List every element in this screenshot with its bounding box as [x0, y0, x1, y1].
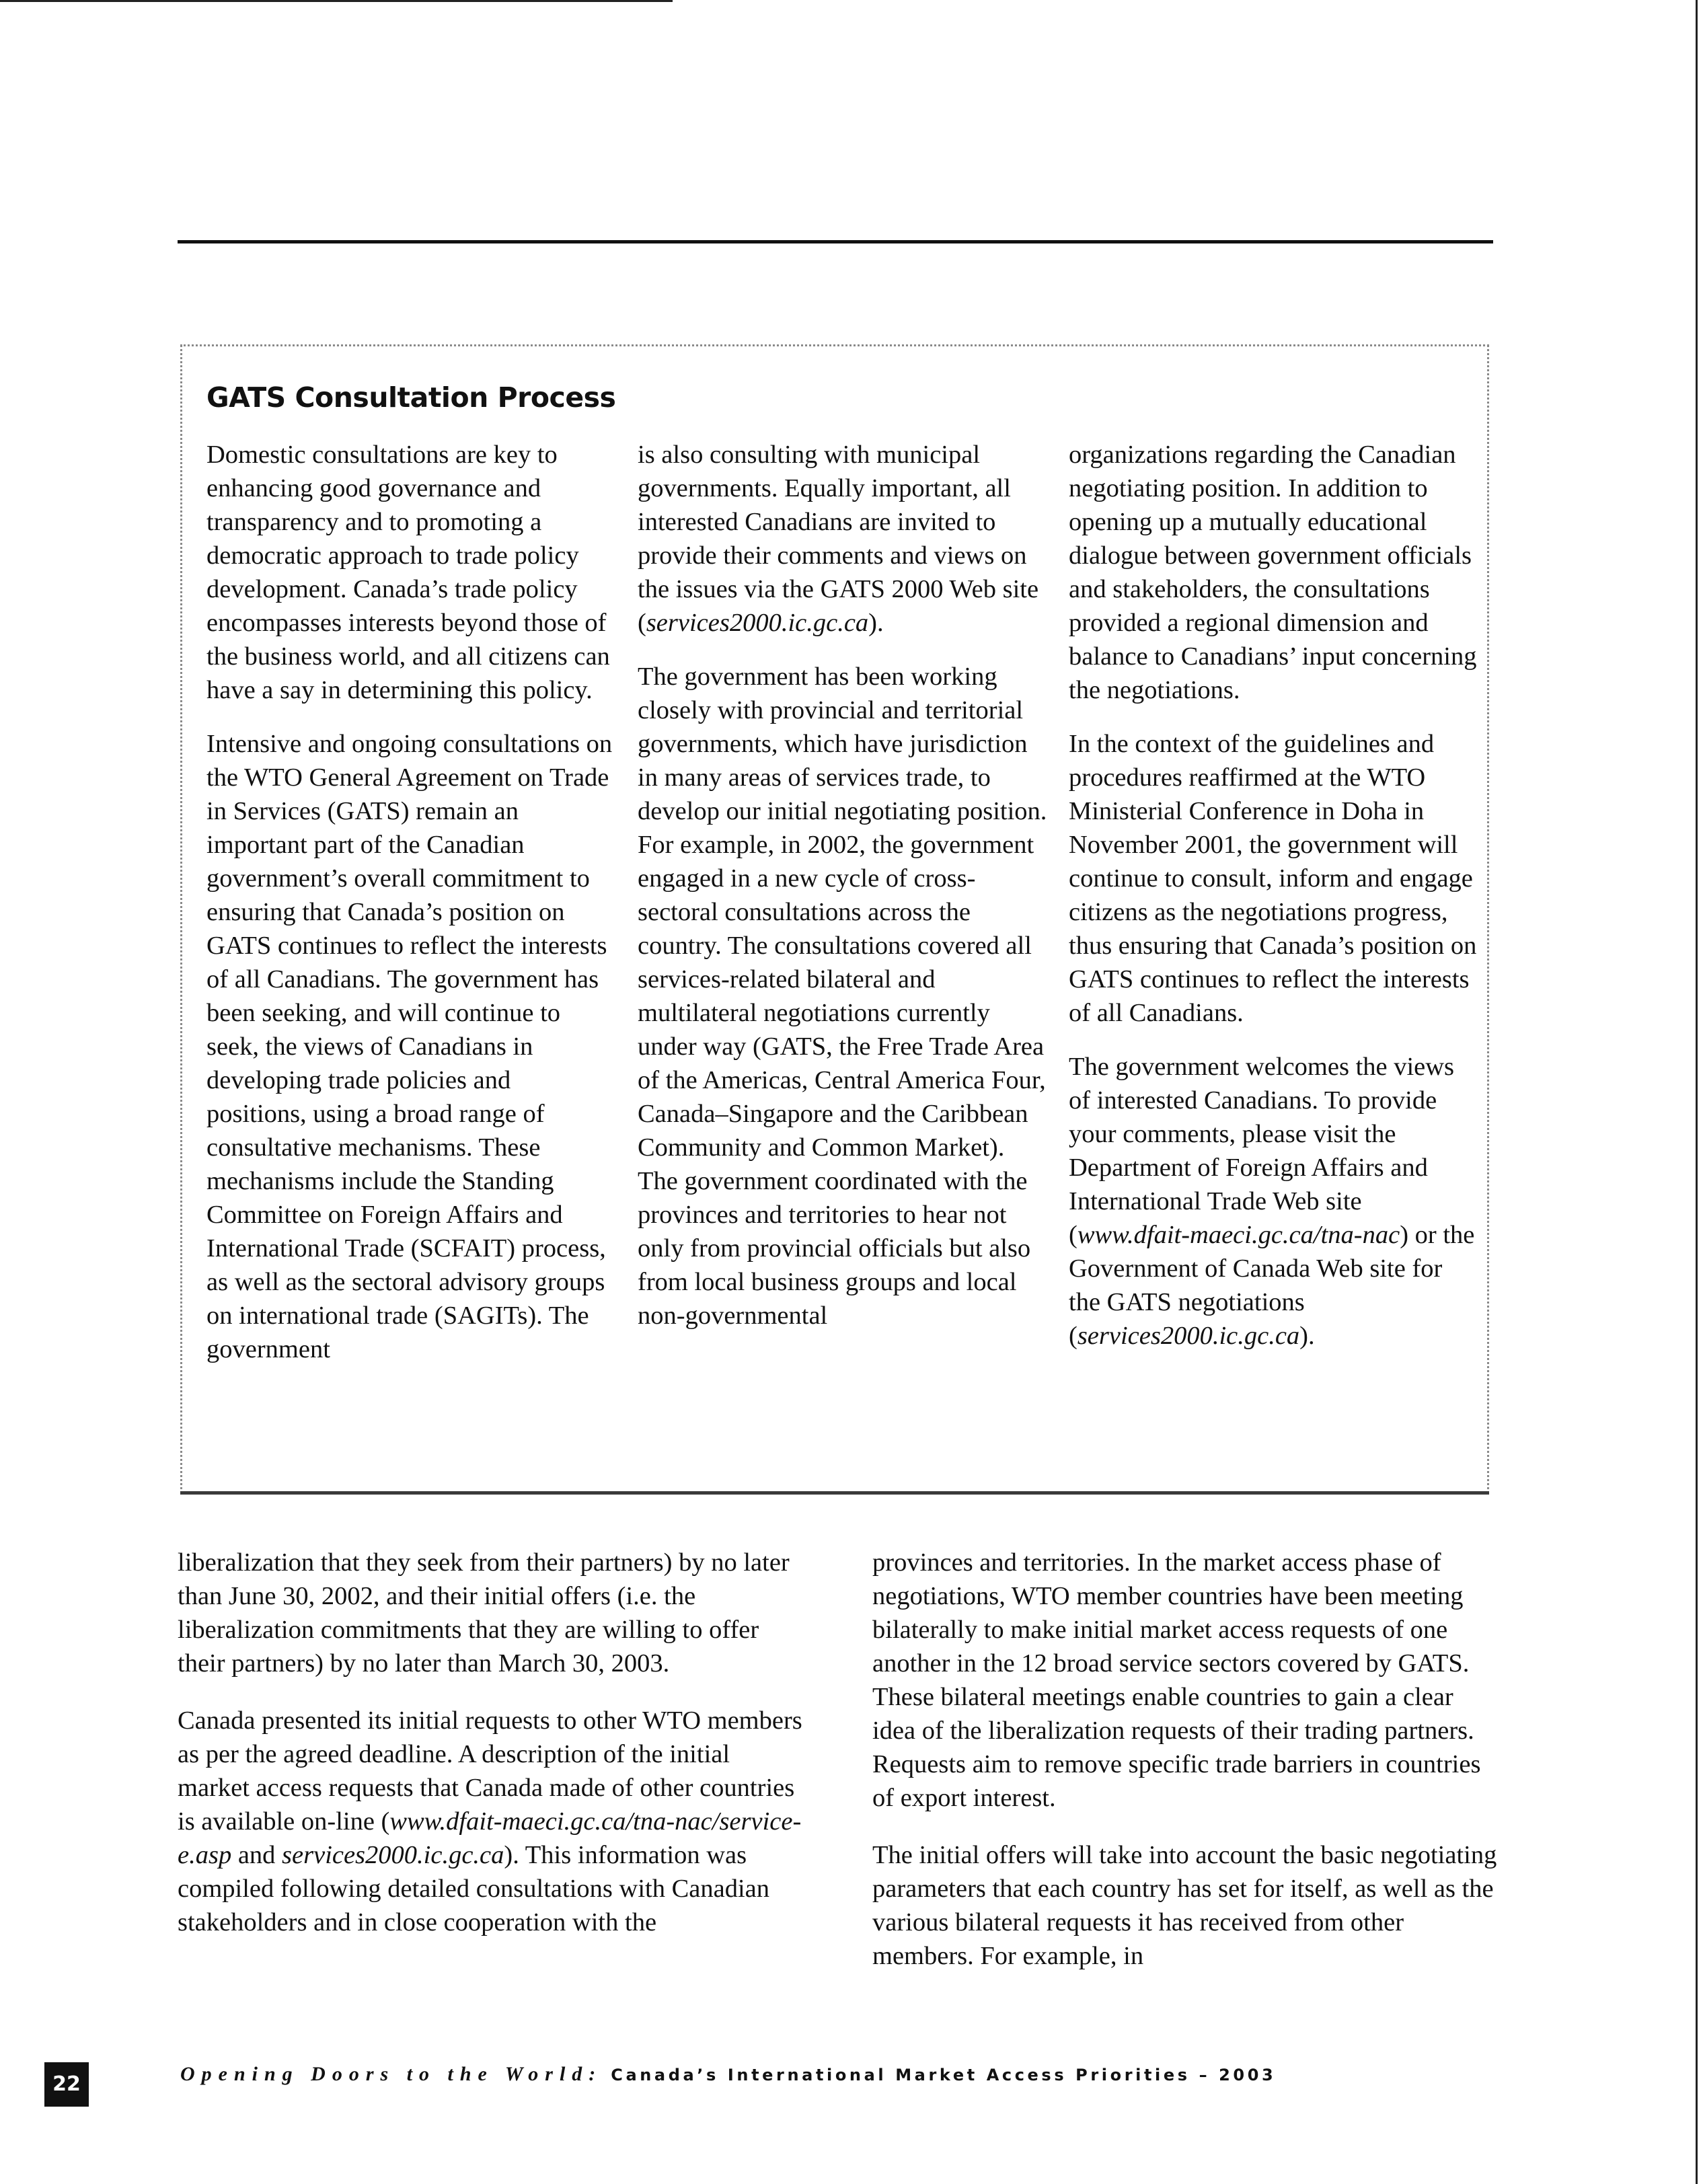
paragraph-text: Canada presented its initial requests to other WTO members as per the agreed deadline. A description of the initial market access requests that Canada made of other countries is available on-line ( [178, 1706, 802, 1836]
sidebar-paragraph [1069, 1050, 1479, 1353]
body-paragraph: The initial offers will take into account the basic negotiating parameters that each country has set for itself, as well as the various bilateral requests it has received from other members. For example, in [872, 1841, 1497, 1970]
paragraph-text: ) or the Government of Canada Web site for the GATS negotiations ( [1069, 1221, 1475, 1350]
paragraph-text: ). [1299, 1322, 1315, 1350]
body-paragraph [178, 1704, 803, 1939]
running-footer [180, 2061, 1276, 2088]
sidebar-paragraph: In the context of the guidelines and procedures reaffirmed at the WTO Ministerial Conference in Doha in November 2001, the government will continue to consult, inform and engage citizens as the negotiations progress, thus ensuring that Canada’s position on GATS continues to reflect the interests of all Canadians. [1069, 730, 1477, 1027]
sidebar-column-2 [638, 438, 1048, 1353]
web-link-dfait-service[interactable]: www.dfait-maeci.gc.ca/tna-nac/service-e.asp [178, 1807, 802, 1869]
paragraph-text: ). This information was compiled following detailed consultations with Canadian stakeholders and in close cooperation with the [178, 1841, 769, 1936]
page-number: 22 [44, 2062, 89, 2107]
paragraph-text: and [231, 1841, 282, 1869]
web-link-dfait[interactable]: www.dfait-maeci.gc.ca/tna-nac [1077, 1221, 1400, 1249]
paragraph-text: ). [868, 609, 884, 637]
page-right-edge [1696, 0, 1698, 2184]
sidebar-paragraph: The government has been working closely with provincial and territorial governments, which have jurisdiction in many areas of services trade, to develop our initial negotiating position. For example, in 2002, the government engaged in a new cycle of cross-sectoral consultations across the country. The consultations covered all services-related bilateral and multilateral negotiations currently under way (GATS, the Free Trade Area of the Americas, Central America Four, Canada–Singapore and the Caribbean Community and Common Market). The government coordinated with the provinces and territories to hear not only from provincial officials but also from local business groups and local non-governmental [638, 663, 1047, 1330]
web-link-services2000[interactable]: services2000.ic.gc.ca [1077, 1322, 1300, 1350]
paragraph-text: is also consulting with municipal governments. Equally important, all interested Canadians are invited to provide their comments and views on the issues via the GATS 2000 Web site ( [638, 441, 1039, 637]
sidebar-column-3 [1069, 438, 1479, 1373]
paragraph-text: The government welcomes the views of interested Canadians. To provide your comments, please visit the Department of Foreign Affairs and International Trade Web site ( [1069, 1053, 1455, 1249]
footer-title-rest: Canada’s International Market Access Priorities – 2003 [602, 2066, 1277, 2084]
header-rule [178, 240, 1493, 243]
sidebar-paragraph: Domestic consultations are key to enhancing good governance and transparency and to promoting a democratic approach to trade policy development. Canada’s trade policy encompasses interests beyond those of the business world, and all citizens can have a say in determining this policy. [206, 441, 610, 704]
page-top-edge [0, 0, 673, 2]
sidebar-title: GATS Consultation Process [206, 381, 616, 414]
sidebar-paragraph: Intensive and ongoing consultations on the WTO General Agreement on Trade in Services (GATS) remain an important part of the Canadian government’s overall commitment to ensuring that Canada’s position on GATS continues to reflect the interests of all Canadians. The government has been seeking, and will continue to seek, the views of Canadians in developing trade policies and positions, using a broad range of consultative mechanisms. These mechanisms include the Standing Committee on Foreign Affairs and International Trade (SCFAIT) process, as well as the sectoral advisory groups on international trade (SAGITs). The government [206, 730, 613, 1363]
gats-consultation-sidebar [180, 344, 1489, 1495]
web-link-services2000[interactable]: services2000.ic.gc.ca [282, 1841, 504, 1869]
web-link-services2000[interactable]: services2000.ic.gc.ca [646, 609, 869, 637]
body-paragraph: provinces and territories. In the market access phase of negotiations, WTO member countries have been meeting bilaterally to make initial market access requests of one another in the 12 broad service sectors covered by GATS. These bilateral meetings enable countries to gain a clear idea of the liberalization requests of their trading partners. Requests aim to remove specific trade barriers in countries of export interest. [872, 1548, 1481, 1812]
body-column-left [178, 1546, 803, 1963]
sidebar-paragraph [638, 438, 1048, 640]
sidebar-paragraph: organizations regarding the Canadian negotiating position. In addition to opening up a mutually educational dialogue between government officials and stakeholders, the consultations provided a regional dimension and balance to Canadians’ input concerning the negotiations. [1069, 441, 1477, 704]
body-paragraph: liberalization that they seek from their partners) by no later than June 30, 2002, and their initial offers (i.e. the liberalization commitments that they are willing to offer their partners) by no later than March 30, 2003. [178, 1548, 790, 1678]
body-column-right [872, 1546, 1498, 1996]
footer-title-italic: Opening Doors to the World: [180, 2063, 603, 2085]
sidebar-column-1 [206, 438, 617, 1386]
